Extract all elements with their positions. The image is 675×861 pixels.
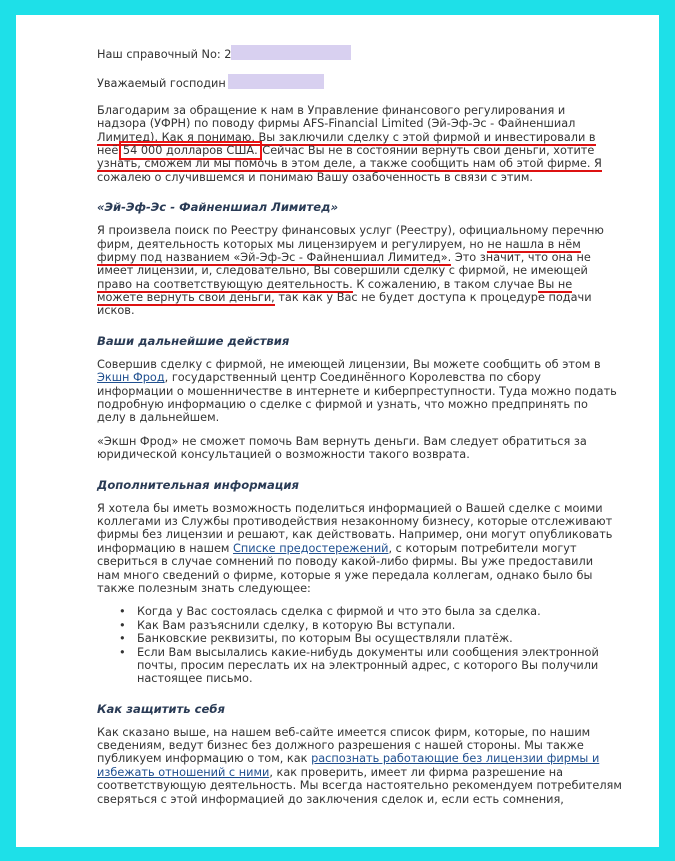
additional-info-paragraph: Я хотела бы иметь возможность поделиться информацией о Вашей сделке с моими коллегами из Службы противодействия незаконному бизнесу, которые отслеживают фирмы без лицензии и решают, как действовать. Например, они могут опубликовать информацию в нашем Списке предостережений, с которым потребители могут свериться в случае сомнений по поводу какой-либо фирмы. Вы уже предоставили нам много сведений о фирме, которые я уже передала коллегам, однако было бы также полезным знать следующее: — [97, 501, 613, 595]
letter-page — [16, 15, 659, 847]
intro-paragraph: Благодарим за обращение к нам в Управление финансового регулирования и надзора (УФРН) по поводу фирмы AFS-Financial Limited (Эй-Эф-Эс - Файненшиал Лимитед). Как я понимаю, Вы заключили сделку с этой фирмой и инвестировали в неё 54 000 долларов США. Сейчас Вы не в состоянии вернуть свои деньги, хотите узнать, сможем ли мы помочь в этом деле, а также сообщить нам об этой фирме. Я сожалею о случившемся и понимаю Вашу озабоченность в связи с этим. — [97, 103, 602, 184]
redacted-reference — [231, 45, 351, 60]
highlighted-amount: 54 000 долларов США. — [122, 143, 258, 157]
next-steps-paragraph-2: «Экшн Фрод» не сможет помочь Вам вернуть деньги. Вам следует обратиться за юридической консультацией о возможности такого возврата. — [97, 434, 587, 462]
reference-number-line — [97, 45, 587, 61]
list-item: • Если Вам высылались какие-нибудь документы или сообщения электронной почты, просим переслать их на электронный адрес, с которого Вы получили настоящее письмо. — [137, 646, 587, 686]
next-steps-paragraph-1: Совершив сделку с фирмой, не имеющей лицензии, Вы можете сообщить об этом в Экшн Фрод, государственный центр Соединённого Королевства по сбору информации о мошенничестве в интернете и киберпреступности. Туда можно подать подробную информацию о сделке с фирмой и узнать, что можно предпринять по делу в дальнейшем. — [97, 357, 617, 425]
recognize-unlicensed-firms-link[interactable]: распознать работающие без лицензии фирмы и — [311, 752, 600, 766]
action-fraud-link[interactable]: Экшн Фрод — [97, 371, 165, 385]
protect-yourself-paragraph: Как сказано выше, на нашем веб-сайте имеется список фирм, которые, по нашим сведениям, ведут бизнес без должного разрешения с нашей стороны. Мы также публикуем информацию о том, как распознать работающие без лицензии фирмы и избежать отношений с ними, как проверить, имеет ли фирма разрешение на соответствующую деятельность. Мы всегда настоятельно рекомендуем потребителям сверяться с этой информацией до заключения сделок и, если есть сомнения, — [97, 725, 622, 806]
additional-info-heading: Дополнительная информация — [97, 477, 299, 492]
protect-yourself-heading: Как защитить себя — [97, 701, 225, 716]
letter-body — [97, 45, 622, 806]
greeting-label: Уважаемый господин — [97, 77, 226, 91]
avoid-relations-link[interactable]: избежать отношений с ними — [97, 765, 270, 779]
firm-heading: «Эй-Эф-Эс - Файненшиал Лимитед» — [97, 200, 339, 215]
warning-list-link[interactable]: Списке предостережений — [233, 541, 389, 555]
list-item: • Как Вам разъяснили сделку, в которую Вы вступали. — [137, 619, 587, 632]
greeting-line — [97, 74, 587, 91]
reference-label: Наш справочный No: 2 — [97, 48, 232, 61]
list-item: • Когда у Вас состоялась сделка с фирмой и что это была за сделка. — [137, 605, 587, 618]
firm-paragraph: Я произвела поиск по Реестру финансовых услуг (Реестру), официальному перечню фирм, деятельность которых мы лицензируем и регулируем, но не нашла в нём фирму под названием «Эй-Эф-Эс - Файненшиал Лимитед». Это значит, что она не имеет лицензии, и, следовательно, Вы совершили сделку с фирмой, не имеющей право на соответствующую деятельность. К сожалению, в таком случае Вы не можете вернуть свои деньги, так как у Вас не будет доступа к процедуре подачи исков. — [97, 224, 604, 318]
next-steps-heading: Ваши дальнейшие действия — [97, 333, 290, 348]
requested-info-list — [97, 605, 599, 686]
redacted-name — [228, 74, 324, 89]
list-item: • Банковские реквизиты, по которым Вы осуществляли платёж. — [137, 632, 587, 645]
